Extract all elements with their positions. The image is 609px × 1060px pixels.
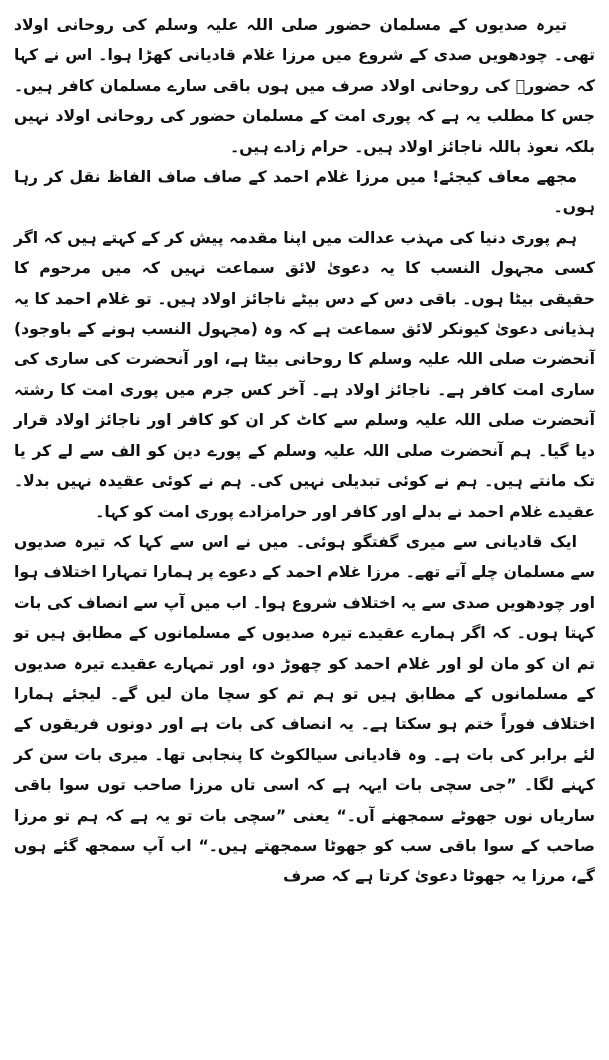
paragraph-intro: تیرہ صدیوں کے مسلمان حضور صلی اللہ علیہ وسلم کی روحانی اولاد تھی۔ چودھویں صدی کے شروع میں مرزا غلام قادیانی کھڑا ہوا۔ اس نے کہا کہ حضورؐ کی روحانی اولاد صرف میں ہوں باقی سارے مسلمان کافر ہیں۔ جس کا مطلب یہ ہے کہ پوری امت کے مسلمان حضور کی روحانی اولاد نہیں بلکہ نعوذ باللہ ناجائز اولاد ہیں۔ حرام زادے ہیں۔ [14, 16, 595, 156]
paragraph-conversation: ایک قادیانی سے میری گفتگو ہوئی۔ میں نے اس سے کہا کہ تیرہ صدیوں سے مسلمان چلے آتے تھے۔ مرزا غلام احمد کے دعوے پر ہمارا تمہارا اختلاف ہوا اور چودھویں صدی سے یہ اختلاف شروع ہوا۔ اب میں آپ سے انصاف کی بات کہتا ہوں۔ کہ اگر ہمارے عقیدے تیرہ صدیوں کے مسلمانوں کے مطابق ہیں تو تم ان کو مان لو اور غلام احمد کو چھوڑ دو، اور تمہارے عقیدے تیرہ صدیوں کے مسلمانوں کے مطابق ہیں تو ہم تم کو سچا مان لیں گے۔ لیجئے ہمارا اختلاف فوراً ختم ہو سکتا ہے۔ یہ انصاف کی بات ہے اور دونوں فریقوں کے لئے برابر کی بات ہے۔ وہ قادیانی سیالکوٹ کا پنجابی تھا۔ میری بات سن کر کہنے لگا۔ ”جی سچی بات ایہہ ہے کہ اسی تاں مرزا صاحب توں سوا باقی ساریاں نوں جھوٹے سمجھنے آں۔“ یعنی ”سچی بات تو یہ ہے کہ ہم تو مرزا صاحب کے سوا باقی سب کو جھوٹا سمجھتے ہیں۔“ اب آپ سمجھ گئے ہوں گے، مرزا یہ جھوٹا دعویٰ کرتا ہے کہ صرف [13, 532, 595, 886]
paragraph-court-argument: ہم پوری دنیا کی مہذب عدالت میں اپنا مقدمہ پیش کر کے کہتے ہیں کہ اگر کسی مجہول النسب کا یہ دعویٰ لائق سماعت نہیں کہ میں مرحوم کا حقیقی بیٹا ہوں۔ باقی دس کے دس بیٹے ناجائز اولاد ہیں۔ تو غلام احمد کا یہ ہذیانی دعویٰ کیونکر لائق سماعت ہے کہ وہ (مجہول النسب ہونے کے باوجود) آنحضرت صلی اللہ علیہ وسلم کا روحانی بیٹا ہے، اور آنحضرت کی ساری کی ساری امت کافر ہے۔ ناجائز اولاد ہے۔ آخر کس جرم میں پوری امت کا رشتہ آنحضرت صلی اللہ علیہ وسلم سے کاٹ کر ان کو کافر اور ناجائز اولاد قرار دیا گیا۔ ہم آنحضرت صلی اللہ علیہ وسلم کے پورے دین کو الف سے لے کر یا تک مانتے ہیں۔ ہم نے کوئی تبدیلی نہیں کی۔ ہم نے کوئی عقیدہ نہیں بدلا۔ عقیدے غلام احمد نے بدلے اور کافر اور حرامزادے پوری امت کو کہا۔ [14, 228, 595, 521]
paragraph-apology: مجھے معاف کیجئے! میں مرزا غلام احمد کے صاف صاف الفاظ نقل کر رہا ہوں۔ [14, 168, 595, 217]
